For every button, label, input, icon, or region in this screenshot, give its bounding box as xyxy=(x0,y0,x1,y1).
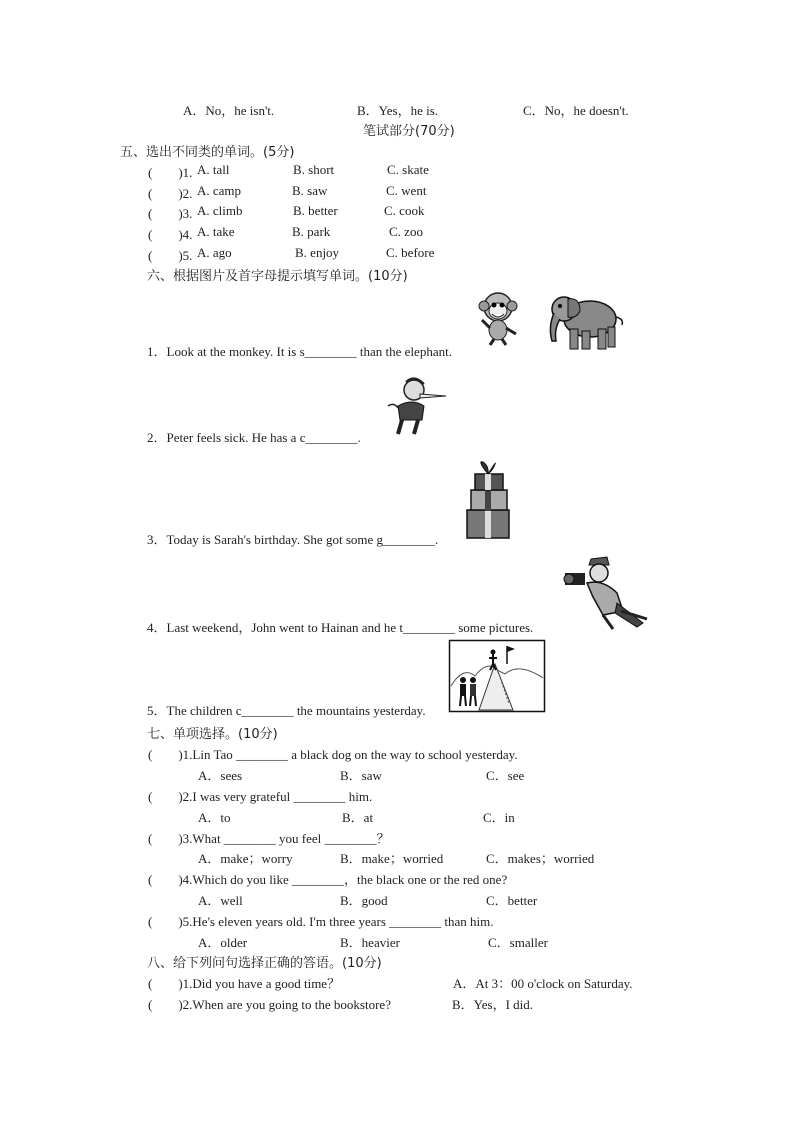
s7-q2: ( )2.I was very grateful ________ him. xyxy=(148,789,373,804)
s5-q5-number: ( )5. xyxy=(148,248,193,263)
s8-q1: ( )1.Did you have a good time？ xyxy=(148,976,341,991)
s5-q1-b: B. short xyxy=(293,162,335,177)
s5-q4-b: B. park xyxy=(292,224,331,239)
section-7-heading: 七、单项选择。(10分) xyxy=(147,727,278,742)
s7-q5-a: A．older xyxy=(198,935,248,950)
s5-q3-number: ( )3. xyxy=(148,206,193,221)
photographer-icon xyxy=(563,553,651,631)
section-5-heading: 五、选出不同类的单词。(5分) xyxy=(120,145,295,160)
s6-item-5: 5．The children c________ the mountains yesterday. xyxy=(147,703,426,718)
s6-item-3: 3．Today is Sarah's birthday. She got some g________. xyxy=(147,532,439,547)
section-8-heading: 八、给下列问句选择正确的答语。(10分) xyxy=(147,956,382,971)
s5-q3-c: C. cook xyxy=(384,203,425,218)
written-part-title: 笔试部分(70分) xyxy=(363,124,455,139)
s5-q5-a: A. ago xyxy=(197,245,232,260)
s7-q5-c: C．smaller xyxy=(488,935,548,950)
s7-q2-c: C．in xyxy=(483,810,515,825)
s7-q3: ( )3.What ________ you feel ________？ xyxy=(148,831,390,846)
s7-q3-b: B．make；worried xyxy=(340,851,444,866)
top-option-b: B．Yes，he is. xyxy=(357,103,439,118)
top-option-c: C．No，he doesn't. xyxy=(523,103,629,118)
s7-q1-b: B．saw xyxy=(340,768,382,783)
s5-q1-a: A. tall xyxy=(197,162,230,177)
s7-q2-a: A．to xyxy=(198,810,231,825)
s7-q1: ( )1.Lin Tao ________ a black dog on the way to school yesterday. xyxy=(148,747,518,762)
top-option-a: A．No，he isn't. xyxy=(183,103,275,118)
gift-boxes-icon xyxy=(463,458,513,542)
monkey-icon xyxy=(476,290,522,346)
s5-q2-c: C. went xyxy=(386,183,427,198)
s7-q1-a: A．sees xyxy=(198,768,243,783)
s5-q1-number: ( )1. xyxy=(148,165,193,180)
section-6-heading: 六、根据图片及首字母提示填写单词。(10分) xyxy=(147,269,408,284)
s5-q4-a: A. take xyxy=(197,224,235,239)
s7-q3-c: C．makes；worried xyxy=(486,851,595,866)
s5-q2-number: ( )2. xyxy=(148,186,193,201)
s5-q4-c: C. zoo xyxy=(389,224,423,239)
s7-q4-a: A．well xyxy=(198,893,243,908)
s5-q2-b: B. saw xyxy=(292,183,328,198)
elephant-icon xyxy=(546,289,626,353)
s5-q5-c: C. before xyxy=(386,245,435,260)
s7-q2-b: B．at xyxy=(342,810,374,825)
s7-q3-a: A．make；worry xyxy=(198,851,293,866)
s7-q1-c: C．see xyxy=(486,768,525,783)
sick-person-icon xyxy=(384,376,454,438)
s5-q4-number: ( )4. xyxy=(148,227,193,242)
s8-answer-b: B．Yes，I did. xyxy=(452,997,534,1012)
s7-q4-c: C．better xyxy=(486,893,538,908)
s6-item-1: 1．Look at the monkey. It is s________ than the elephant. xyxy=(147,344,452,359)
s8-answer-a: A．At 3：00 o'clock on Saturday. xyxy=(453,976,633,991)
s5-q5-b: B. enjoy xyxy=(295,245,340,260)
s5-q2-a: A. camp xyxy=(197,183,242,198)
s5-q3-b: B. better xyxy=(293,203,338,218)
s7-q4-b: B．good xyxy=(340,893,388,908)
s5-q3-a: A. climb xyxy=(197,203,243,218)
s6-item-4: 4．Last weekend，John went to Hainan and he t________ some pictures. xyxy=(147,620,534,635)
s5-q1-c: C. skate xyxy=(387,162,429,177)
s7-q5: ( )5.He's eleven years old. I'm three years ________ than him. xyxy=(148,914,494,929)
s7-q5-b: B．heavier xyxy=(340,935,400,950)
s7-q4: ( )4.Which do you like ________，the black one or the red one? xyxy=(148,872,508,887)
s8-q2: ( )2.When are you going to the bookstore? xyxy=(148,997,391,1012)
mountain-climbing-icon xyxy=(449,640,545,712)
s6-item-2: 2．Peter feels sick. He has a c________. xyxy=(147,430,361,445)
